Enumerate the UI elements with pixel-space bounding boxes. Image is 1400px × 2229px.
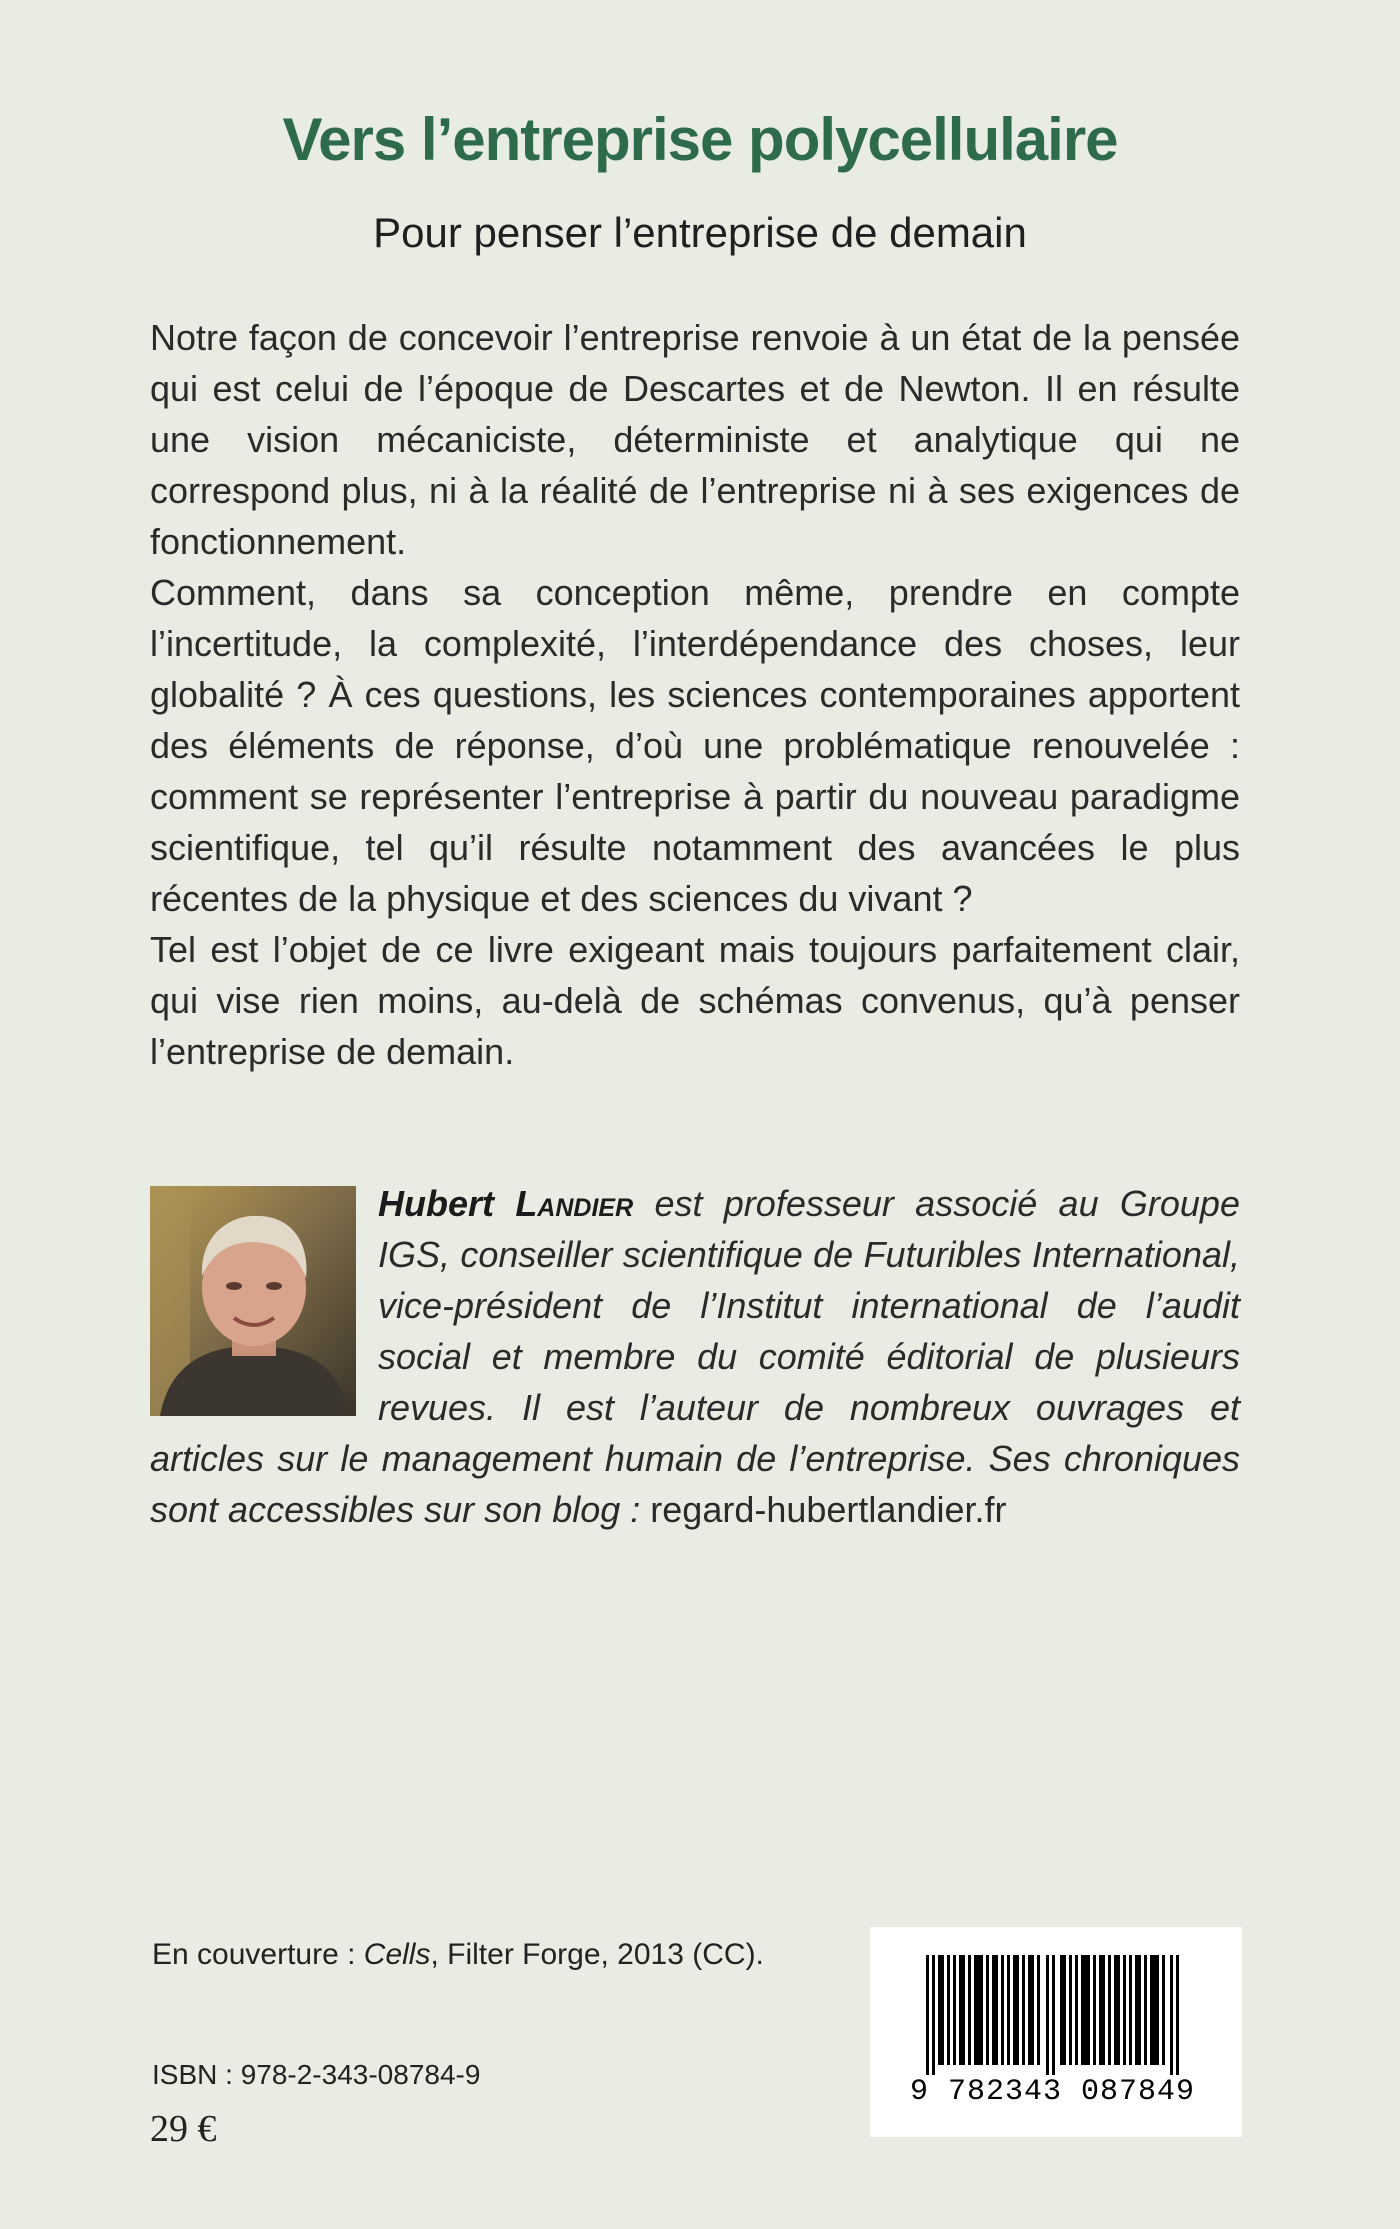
author-blog-url: regard-hubertlandier.fr	[650, 1489, 1007, 1530]
price: 29 €	[150, 2108, 217, 2150]
barcode-icon	[926, 1955, 1186, 2075]
cover-credit	[152, 1935, 764, 1975]
author-bio-text: est professeur associé au Groupe IGS, conseiller scientifique de Futuribles International, vice-président de l’Institut international de l’audit social et membre du comité éditorial de plusieurs revues. Il est l’auteur de nombreux ouvrages et articles sur le management humain de l’entreprise. Ses chroniques sont accessibles sur son blog :	[150, 1183, 1240, 1530]
back-cover-blurb	[150, 312, 1240, 1077]
author-last-name: Landier	[515, 1183, 634, 1224]
isbn: ISBN : 978-2-343-08784-9	[152, 2059, 481, 2090]
book-subtitle: Pour penser l’entreprise de demain	[373, 209, 1027, 256]
barcode-digits: 9 782343 087849	[910, 2075, 1196, 2109]
cover-credit-rest: , Filter Forge, 2013 (CC).	[430, 1938, 764, 1971]
author-name	[378, 1183, 654, 1224]
blurb-paragraph-2: Comment, dans sa conception même, prendre en compte l’incertitude, la complexité, l’interdépendance des choses, leur globalité ? À ces questions, les sciences contemporaines apportent des éléments de réponse, d’où une problématique renouvelée : comment se représenter l’entreprise à partir du nouveau paradigme scientifique, tel qu’il résulte notamment des avancées le plus récentes de la physique et des sciences du vivant ?	[150, 572, 1240, 919]
cover-credit-work: Cells	[363, 1938, 431, 1971]
book-title: Vers l’entreprise polycellulaire	[282, 106, 1118, 173]
barcode	[870, 1927, 1242, 2137]
blurb-paragraph-1: Notre façon de concevoir l’entreprise renvoie à un état de la pensée qui est celui de l’époque de Descartes et de Newton. Il en résulte une vision mécaniciste, déterministe et analytique qui ne correspond plus, ni à la réalité de l’entreprise ni à ses exigences de fonctionnement.	[150, 317, 1240, 562]
blurb-paragraph-3: Tel est l’objet de ce livre exigeant mais toujours parfaitement clair, qui vise rien moins, au-delà de schémas convenus, qu’à penser l’entreprise de demain.	[150, 929, 1240, 1072]
author-first-name: Hubert	[378, 1183, 494, 1224]
author-photo	[150, 1186, 356, 1416]
cover-credit-prefix: En couverture :	[152, 1938, 356, 1971]
author-portrait-icon	[150, 1186, 356, 1416]
author-bio	[150, 1178, 1240, 1535]
